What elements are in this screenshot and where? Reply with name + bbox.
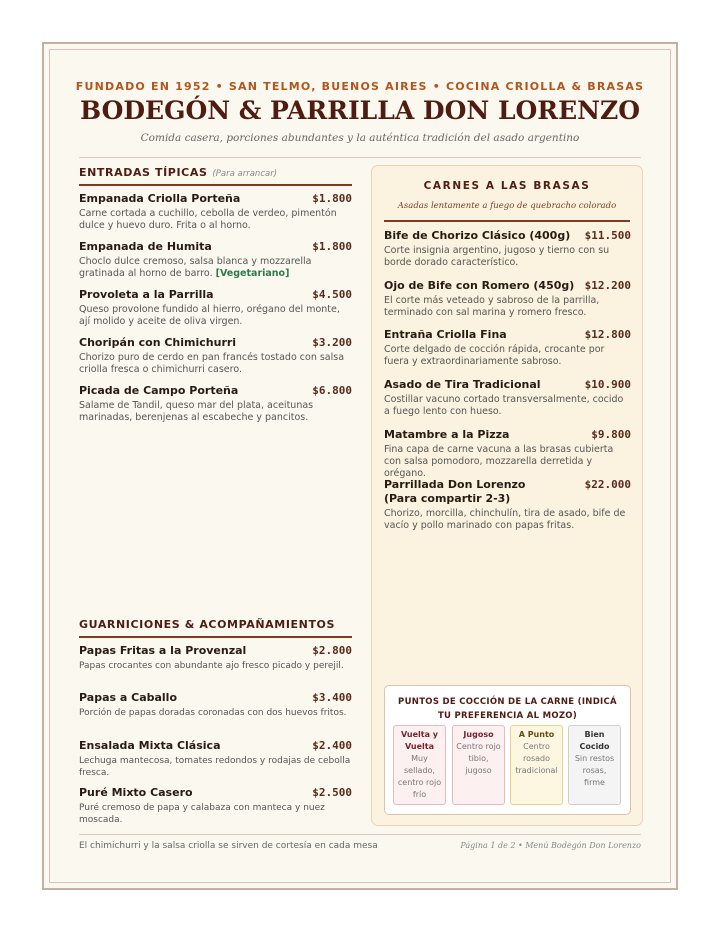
page-title: BODEGÓN & PARRILLA DON LORENZO (79, 96, 641, 125)
item-price: $2.500 (312, 786, 352, 799)
menu-item (79, 786, 352, 826)
item-desc: Costillar vacuno cortado transversalmente, cocido a fuego lento con hueso. (384, 394, 624, 417)
menu-item (79, 384, 352, 424)
footer-divider (79, 834, 641, 835)
item-name: Matambre a la Pizza (384, 428, 510, 441)
item-desc (79, 256, 352, 280)
menu-item (79, 336, 352, 376)
carnes-panel (371, 165, 643, 826)
entradas-heading (79, 166, 352, 186)
item-name: Bife de Chorizo Clásico (400g) (384, 229, 571, 242)
item-price: $2.800 (312, 644, 352, 657)
footer-page-info: Página 1 de 2 • Menú Bodegón Don Lorenzo (460, 841, 641, 850)
menu-item (79, 739, 352, 779)
guarniciones-heading-text: GUARNICIONES & ACOMPAÑAMIENTOS (79, 618, 336, 631)
item-desc: Carne cortada a cuchillo, cebolla de verdeo, pimentón dulce y huevo duro. Frita o al horno. (79, 208, 337, 231)
item-price: $22.000 (584, 478, 631, 491)
item-name: Ensalada Mixta Clásica (79, 739, 221, 752)
carnes-heading: CARNES A LAS BRASAS (423, 180, 591, 192)
item-price: $12.800 (584, 328, 631, 341)
item-price: $12.200 (584, 279, 631, 292)
item-desc: Chorizo, morcilla, chinchulín, tira de asado, bife de vacío y pollo marinado con papas fritas. (384, 508, 626, 531)
item-price: $2.400 (312, 739, 352, 752)
item-name: Papas a Caballo (79, 691, 178, 704)
cooking-level-vuelta-y-vuelta (393, 725, 446, 805)
cooking-level-bien-cocido (568, 725, 621, 805)
cooking-level-jugoso (452, 725, 505, 805)
item-name: Empanada de Humita (79, 240, 212, 253)
guarniciones-heading (79, 618, 352, 638)
item-name: Parrillada Don Lorenzo (Para compartir 2-3) (384, 478, 526, 505)
item-price: $10.900 (584, 378, 631, 391)
cooking-level-desc: Sin restos rosas, firme (574, 754, 615, 787)
menu-item (384, 428, 631, 480)
tagline: FUNDADO EN 1952 • SAN TELMO, BUENOS AIRES • COCINA CRIOLLA & BRASAS (75, 80, 645, 93)
item-price: $11.500 (584, 229, 631, 242)
item-price: $3.200 (312, 336, 352, 349)
item-price: $1.800 (312, 240, 352, 253)
menu-item (384, 279, 631, 319)
menu-item (79, 644, 352, 672)
vegetarian-tag: [Vegetariano] (215, 268, 290, 279)
item-desc: Puré cremoso de papa y calabaza con manteca y nuez moscada. (79, 803, 325, 825)
page-subtitle: Comida casera, porciones abundantes y la auténtica tradición del asado argentino (140, 132, 580, 144)
item-name: Picada de Campo Porteña (79, 384, 239, 397)
item-desc: Fina capa de carne vacuna a las brasas cubierta con salsa pomodoro, mozzarella derretida y orégano. (384, 444, 614, 479)
menu-item (384, 328, 631, 368)
cooking-level-a-punto (510, 725, 563, 805)
cooking-level-name: A Punto (518, 730, 555, 739)
cooking-level-name: Jugoso (463, 730, 494, 739)
cooking-points-title: PUNTOS DE COCCIÓN DE LA CARNE (INDICÁ TU PREFERENCIA AL MOZO) (398, 697, 617, 721)
entradas-heading-text: ENTRADAS TÍPICAS (79, 166, 208, 179)
item-desc: Papas crocantes con abundante ajo fresco picado y perejil. (79, 661, 344, 671)
item-desc: Chorizo puro de cerdo en pan francés tostado con salsa criolla fresca o chimichurri casero. (79, 352, 345, 375)
item-name: Choripán con Chimichurri (79, 336, 237, 349)
item-desc: Corte insignia argentino, jugoso y tierno con su borde dorado característico. (384, 245, 610, 268)
menu-item (79, 691, 352, 719)
footer-note: El chimichurri y la salsa criolla se sirven de cortesía en cada mesa (79, 841, 378, 851)
item-price: $1.800 (312, 192, 352, 205)
entradas-note: (Para arrancar) (212, 169, 278, 179)
item-name: Empanada Criolla Porteña (79, 192, 241, 205)
item-desc: Queso provolone fundido al hierro, orégano del monte, ají molido y aceite de oliva virgen. (79, 304, 340, 327)
menu-page (42, 42, 678, 890)
cooking-level-name: Bien Cocido (579, 730, 610, 751)
cooking-level-desc: Centro rosado tradicional (515, 742, 558, 775)
item-desc: Porción de papas doradas coronadas con dos huevos fritos. (79, 708, 347, 718)
item-desc: Corte delgado de cocción rápida, crocante por fuera y extraordinariamente sabroso. (384, 344, 605, 367)
item-desc: El corte más veteado y sabroso de la parrilla, terminado con sal marina y romero fresco. (384, 295, 600, 318)
item-name: Papas Fritas a la Provenzal (79, 644, 247, 657)
header-divider (79, 157, 641, 158)
cooking-level-name: Vuelta y Vuelta (401, 730, 438, 751)
item-name: Entraña Criolla Fina (384, 328, 507, 341)
item-price: $4.500 (312, 288, 352, 301)
item-price: $6.800 (312, 384, 352, 397)
menu-item (384, 378, 631, 418)
item-desc-text: Choclo dulce cremoso, salsa blanca y mozzarella gratinada al horno de barro. (79, 256, 312, 279)
carnes-divider (384, 220, 630, 222)
item-desc: Lechuga mantecosa, tomates redondos y rodajas de cebolla fresca. (79, 756, 351, 778)
item-name: Provoleta a la Parrilla (79, 288, 214, 301)
menu-item (79, 288, 352, 328)
cooking-level-desc: Centro rojo tibio, jugoso (456, 742, 501, 775)
cooking-level-desc: Muy sellado, centro rojo frío (397, 754, 442, 799)
item-name: Puré Mixto Casero (79, 786, 193, 799)
item-price: $9.800 (591, 428, 631, 441)
item-name: Ojo de Bife con Romero (450g) (384, 279, 575, 292)
item-price: $3.400 (312, 691, 352, 704)
menu-item (79, 240, 352, 280)
item-desc: Salame de Tandil, queso mar del plata, aceitunas marinadas, berenjenas al escabeche y pancitos. (79, 400, 314, 423)
menu-item (79, 192, 352, 232)
menu-item (384, 229, 631, 269)
cooking-points-box (384, 685, 631, 815)
carnes-subtitle: Asadas lentamente a fuego de quebracho colorado (397, 201, 617, 211)
item-name: Asado de Tira Tradicional (384, 378, 541, 391)
menu-item (384, 478, 631, 532)
